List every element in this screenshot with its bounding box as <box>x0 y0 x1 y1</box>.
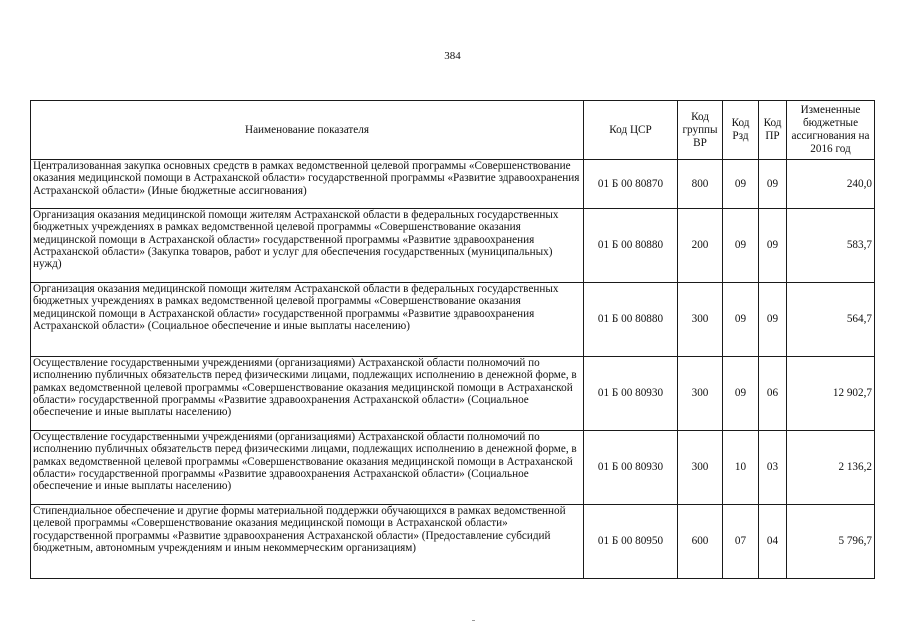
cell-csr: 01 Б 00 80930 <box>584 357 678 431</box>
page-number: 384 <box>444 50 461 62</box>
cell-csr: 01 Б 00 80870 <box>584 160 678 209</box>
header-csr-code: Код ЦСР <box>584 101 678 160</box>
cell-sum: 2 136,2 <box>787 431 875 505</box>
cell-sum: 12 902,7 <box>787 357 875 431</box>
cell-name: Осуществление государственными учреждениями (организациями) Астраханской области полномочий по исполнению публичных обязательств перед физическими лицами, подлежащих исполнению в денежной форме, в рамках ведомственной целевой программы «Совершенствование оказания медицинской помощи в Астраханской области» государственной программы «Развитие здравоохранения Астраханской области» (Социальное обеспечение и иные выплаты населению) <box>31 357 584 431</box>
cell-csr: 01 Б 00 80930 <box>584 431 678 505</box>
cell-sum: 5 796,7 <box>787 505 875 579</box>
table-row <box>31 357 875 431</box>
cell-vr: 600 <box>678 505 723 579</box>
header-pr-code: Код ПР <box>759 101 787 160</box>
cell-vr: 300 <box>678 431 723 505</box>
header-sum: Измененные бюджетные ассигнования на 2016 год <box>787 101 875 160</box>
table-row <box>31 209 875 283</box>
cell-rzd: 09 <box>723 209 759 283</box>
cell-rzd: 09 <box>723 357 759 431</box>
table-row <box>31 505 875 579</box>
cell-csr: 01 Б 00 80950 <box>584 505 678 579</box>
cell-pr: 09 <box>759 209 787 283</box>
cell-vr: 800 <box>678 160 723 209</box>
scan-mark <box>472 620 475 621</box>
cell-pr: 09 <box>759 283 787 357</box>
header-row <box>31 101 875 160</box>
table-body <box>31 160 875 579</box>
cell-name: Организация оказания медицинской помощи жителям Астраханской области в федеральных государственных бюджетных учреждениях в рамках ведомственной целевой программы «Совершенствование оказания медицинской помощи в Астраханской области» государственной программы «Развитие здравоохранения Астраханской области» (Социальное обеспечение и иные выплаты населению) <box>31 283 584 357</box>
table-row <box>31 431 875 505</box>
header-name: Наименование показателя <box>31 101 584 160</box>
table-header <box>31 101 875 160</box>
cell-rzd: 10 <box>723 431 759 505</box>
cell-vr: 300 <box>678 357 723 431</box>
cell-pr: 03 <box>759 431 787 505</box>
cell-name: Осуществление государственными учреждениями (организациями) Астраханской области полномочий по исполнению публичных обязательств перед физическими лицами, подлежащих исполнению в денежной форме, в рамках ведомственной целевой программы «Совершенствование оказания медицинской помощи в Астраханской области» государственной программы «Развитие здравоохранения Астраханской области» (Социальное обеспечение и иные выплаты населению) <box>31 431 584 505</box>
cell-vr: 200 <box>678 209 723 283</box>
table-row <box>31 283 875 357</box>
header-rzd-code: Код Рзд <box>723 101 759 160</box>
cell-csr: 01 Б 00 80880 <box>584 283 678 357</box>
cell-name: Организация оказания медицинской помощи жителям Астраханской области в федеральных государственных бюджетных учреждениях в рамках ведомственной целевой программы «Совершенствование оказания медицинской помощи в Астраханской области» государственной программы «Развитие здравоохранения Астраханской области» (Закупка товаров, работ и услуг для обеспечения государственных (муниципальных) нужд) <box>31 209 584 283</box>
table-row <box>31 160 875 209</box>
cell-sum: 583,7 <box>787 209 875 283</box>
header-vr-code: Код группы ВР <box>678 101 723 160</box>
cell-csr: 01 Б 00 80880 <box>584 209 678 283</box>
cell-pr: 06 <box>759 357 787 431</box>
cell-sum: 564,7 <box>787 283 875 357</box>
cell-name: Централизованная закупка основных средств в рамках ведомственной целевой программы «Совершенствование оказания медицинской помощи в Астраханской области» государственной программы «Развитие здравоохранения Астраханской области» (Иные бюджетные ассигнования) <box>31 160 584 209</box>
cell-rzd: 07 <box>723 505 759 579</box>
budget-table <box>30 100 875 579</box>
cell-name: Стипендиальное обеспечение и другие формы материальной поддержки обучающихся в рамках ведомственной целевой программы «Совершенствование оказания медицинской помощи в Астраханской области» государственной программы «Развитие здравоохранения Астраханской области» (Предоставление субсидий бюджетным, автономным учреждениям и иным некоммерческим организациям) <box>31 505 584 579</box>
cell-sum: 240,0 <box>787 160 875 209</box>
cell-rzd: 09 <box>723 160 759 209</box>
cell-vr: 300 <box>678 283 723 357</box>
cell-pr: 04 <box>759 505 787 579</box>
cell-rzd: 09 <box>723 283 759 357</box>
cell-pr: 09 <box>759 160 787 209</box>
